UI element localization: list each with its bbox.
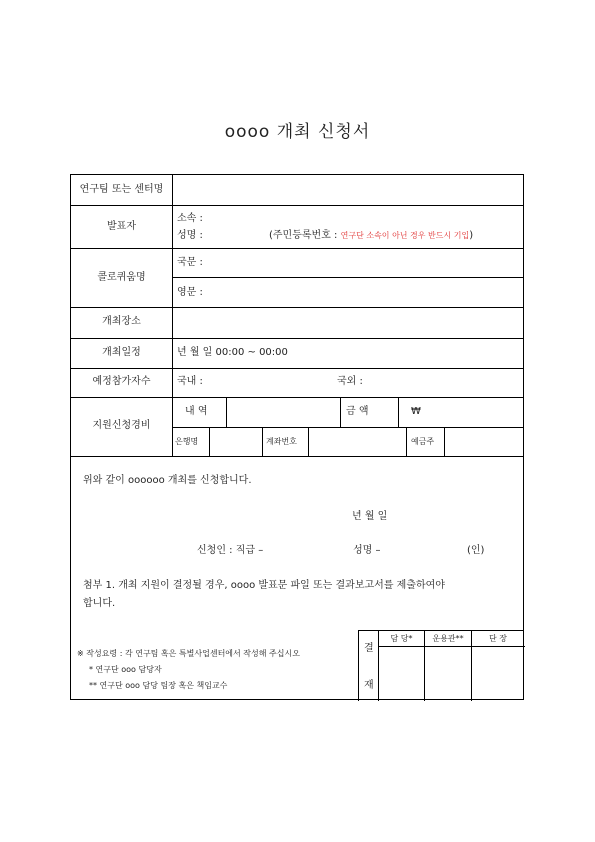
schedule-field[interactable]: 년 월 일 00:00 ~ 00:00 xyxy=(177,347,288,358)
approval-col-staff: 담 당* xyxy=(390,634,413,643)
applicant-name[interactable]: 성명 – xyxy=(353,545,381,556)
funding-label: 지원신청경비 xyxy=(92,420,151,431)
holder-input[interactable] xyxy=(445,428,523,456)
venue-input[interactable] xyxy=(173,308,523,338)
detail-label: 내 역 xyxy=(185,406,208,417)
name-field[interactable]: 성명 : xyxy=(177,230,203,241)
note-instructions: ※ 작성요령 : 각 연구팀 혹은 특별사업센터에서 작성해 주십시오 xyxy=(77,649,300,658)
schedule-label: 개최일정 xyxy=(102,347,141,358)
approval-label-top: 결 xyxy=(364,643,374,654)
id-note: 연구단 소속이 아닌 경우 반드시 기입 xyxy=(340,231,470,240)
approval-label-bottom: 재 xyxy=(364,680,374,691)
venue-label: 개최장소 xyxy=(102,316,141,327)
approval-col-director: 단 장 xyxy=(489,634,507,643)
attachment-line-1: 첨부 1. 개최 지원이 결정될 경우, oooo 발표문 파일 또는 결과보고서를 제출하여야 xyxy=(83,580,445,591)
approval-sign-staff[interactable] xyxy=(379,647,424,701)
approval-sign-director[interactable] xyxy=(472,647,524,701)
team-label: 연구팀 또는 센터명 xyxy=(79,184,164,195)
foreign-field[interactable]: 국외 : xyxy=(337,376,363,387)
name-en-field[interactable]: 영문 : xyxy=(177,287,203,298)
name-kr-field[interactable]: 국문 : xyxy=(177,257,203,268)
account-label: 계좌번호 xyxy=(266,437,297,446)
account-input[interactable] xyxy=(309,428,406,456)
bank-label: 은행명 xyxy=(175,437,199,446)
approval-sign-manager[interactable] xyxy=(425,647,471,701)
seal-mark: (인) xyxy=(467,545,485,556)
approval-box xyxy=(358,630,524,701)
holder-label: 예금주 xyxy=(411,437,435,446)
amount-label: 금 액 xyxy=(346,406,369,417)
request-text: 위와 같이 oooooo 개최를 신청합니다. xyxy=(83,475,252,486)
application-form xyxy=(70,174,524,700)
detail-input[interactable] xyxy=(227,398,340,427)
approval-col-manager: 운용관** xyxy=(432,634,464,643)
id-number-field[interactable]: (주민등록번호 : 연구단 소속이 아닌 경우 반드시 기입) xyxy=(269,230,474,241)
document-title: oooo 개최 신청서 xyxy=(224,122,371,142)
won-symbol: ₩ xyxy=(411,406,421,417)
colloquium-label: 콜로퀴움명 xyxy=(97,272,146,283)
presenter-label: 발표자 xyxy=(107,221,136,232)
note-staff: * 연구단 ooo 담당자 xyxy=(89,665,162,674)
affiliation-field[interactable]: 소속 : xyxy=(177,213,203,224)
applicant-rank[interactable]: 신청인 : 직급 – xyxy=(197,545,264,556)
attachment-line-2: 합니다. xyxy=(83,598,116,609)
bank-input[interactable] xyxy=(210,428,262,456)
domestic-field[interactable]: 국내 : xyxy=(177,376,203,387)
note-leader: ** 연구단 ooo 담당 팀장 혹은 책임교수 xyxy=(89,681,228,690)
attendees-label: 예정참가자수 xyxy=(92,376,151,387)
date-line[interactable]: 년 월 일 xyxy=(352,511,388,522)
team-name-input[interactable] xyxy=(173,176,523,205)
